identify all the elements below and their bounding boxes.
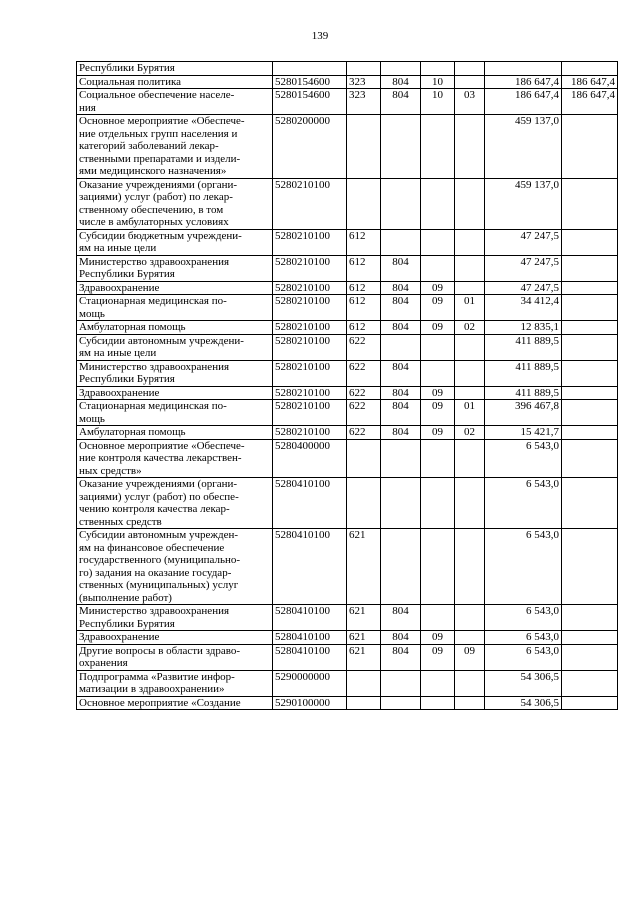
ministry-code-cell: 804 [381, 360, 421, 386]
row-name-cell [77, 386, 273, 400]
expense-type-cell: 621 [347, 644, 381, 670]
amount-2-cell [562, 605, 618, 631]
row-name-line: ям на иные цели [79, 242, 157, 254]
row-name-line: числе в амбулаторных условиях [79, 216, 229, 228]
amount-2-cell [562, 529, 618, 605]
section-cell: 09 [421, 281, 455, 295]
row-name-line: категорий заболеваний лекар- [79, 140, 219, 152]
amount-cell: 186 647,4 [485, 75, 562, 89]
section-cell: 10 [421, 75, 455, 89]
subsection-cell [455, 670, 485, 696]
amount-cell: 54 306,5 [485, 696, 562, 710]
amount-cell: 6 543,0 [485, 478, 562, 529]
section-cell [421, 178, 455, 229]
table-row [77, 400, 618, 426]
amount-2-cell [562, 115, 618, 179]
expense-type-cell: 622 [347, 386, 381, 400]
section-cell: 10 [421, 89, 455, 115]
row-name-cell [77, 115, 273, 179]
target-article-cell: 5280410100 [273, 478, 347, 529]
section-cell [421, 255, 455, 281]
ministry-code-cell [381, 334, 421, 360]
amount-2-cell [562, 62, 618, 76]
row-name-line: Здравоохранение [79, 631, 160, 643]
row-name-line: Стационарная медицинская по- [79, 400, 227, 412]
row-name-line: чению контроля качества лекар- [79, 503, 230, 515]
row-name-line: Амбулаторная помощь [79, 426, 186, 438]
section-cell [421, 670, 455, 696]
amount-cell: 411 889,5 [485, 360, 562, 386]
section-cell [421, 360, 455, 386]
section-cell: 09 [421, 295, 455, 321]
row-name-line: ями медицинского назначения» [79, 165, 227, 177]
row-name-cell [77, 605, 273, 631]
table-row [77, 386, 618, 400]
target-article-cell: 5280210100 [273, 178, 347, 229]
row-name-cell [77, 75, 273, 89]
row-name-line: Основное мероприятие «Обеспече- [79, 439, 245, 452]
amount-cell: 6 543,0 [485, 631, 562, 645]
subsection-cell [455, 62, 485, 76]
row-name-line: ния [79, 101, 96, 114]
table-row [77, 529, 618, 605]
target-article-cell: 5290100000 [273, 696, 347, 710]
section-cell [421, 62, 455, 76]
row-name-line: Здравоохранение [79, 281, 160, 294]
subsection-cell [455, 75, 485, 89]
amount-2-cell [562, 400, 618, 426]
expense-type-cell: 612 [347, 255, 381, 281]
row-name-line: Субсидии бюджетным учреждени- [79, 229, 242, 242]
amount-cell: 6 543,0 [485, 439, 562, 478]
ministry-code-cell [381, 529, 421, 605]
expense-type-cell: 622 [347, 334, 381, 360]
table-row [77, 670, 618, 696]
expense-type-cell: 323 [347, 89, 381, 115]
amount-2-cell [562, 281, 618, 295]
expense-type-cell [347, 439, 381, 478]
ministry-code-cell [381, 670, 421, 696]
ministry-code-cell: 804 [381, 295, 421, 321]
ministry-code-cell: 804 [381, 400, 421, 426]
subsection-cell: 01 [455, 295, 485, 321]
subsection-cell [455, 334, 485, 360]
row-name-line: Основное мероприятие «Обеспече- [79, 115, 245, 127]
section-cell [421, 229, 455, 255]
target-article-cell: 5280210100 [273, 426, 347, 440]
page-number: 139 [311, 30, 329, 42]
expense-type-cell: 621 [347, 631, 381, 645]
ministry-code-cell: 804 [381, 605, 421, 631]
target-article-cell: 5280210100 [273, 281, 347, 295]
row-name-line: ственными препаратами и издели- [79, 152, 241, 165]
expense-type-cell: 612 [347, 281, 381, 295]
ministry-code-cell: 804 [381, 386, 421, 400]
row-name-line: Республики Бурятия [79, 373, 175, 385]
row-name-line: Другие вопросы в области здраво- [79, 644, 241, 657]
row-name-line: Министерство здравоохранения [79, 360, 230, 373]
subsection-cell: 02 [455, 426, 485, 440]
subsection-cell [455, 255, 485, 281]
row-name-cell [77, 478, 273, 529]
amount-2-cell [562, 478, 618, 529]
table-row [77, 426, 618, 440]
row-name-cell [77, 62, 273, 76]
row-name-line: Республики Бурятия [79, 62, 175, 74]
subsection-cell [455, 696, 485, 710]
amount-cell [485, 62, 562, 76]
table-row [77, 321, 618, 335]
section-cell [421, 529, 455, 605]
table-row [77, 281, 618, 295]
amount-cell: 54 306,5 [485, 670, 562, 696]
target-article-cell: 5280400000 [273, 439, 347, 478]
row-name-line: Основное мероприятие «Создание [79, 696, 241, 709]
row-name-line: охранения [79, 657, 128, 669]
subsection-cell [455, 439, 485, 478]
target-article-cell: 5280210100 [273, 386, 347, 400]
subsection-cell [455, 229, 485, 255]
expense-type-cell [347, 115, 381, 179]
row-name-cell [77, 334, 273, 360]
amount-2-cell [562, 360, 618, 386]
amount-cell: 411 889,5 [485, 386, 562, 400]
row-name-line: мощь [79, 307, 105, 320]
amount-2-cell [562, 178, 618, 229]
subsection-cell: 01 [455, 400, 485, 426]
section-cell: 09 [421, 426, 455, 440]
row-name-line: ние контроля качества лекарствен- [79, 452, 242, 464]
target-article-cell: 5280410100 [273, 644, 347, 670]
row-name-cell [77, 631, 273, 645]
table-row [77, 178, 618, 229]
subsection-cell [455, 478, 485, 529]
row-name-cell [77, 360, 273, 386]
table-row [77, 255, 618, 281]
amount-cell: 15 421,7 [485, 426, 562, 440]
subsection-cell [455, 631, 485, 645]
row-name-line: Министерство здравоохранения [79, 255, 230, 268]
ministry-code-cell [381, 62, 421, 76]
row-name-line: Оказание учреждениями (органи- [79, 478, 238, 490]
ministry-code-cell [381, 439, 421, 478]
ministry-code-cell: 804 [381, 255, 421, 281]
expense-type-cell [347, 478, 381, 529]
amount-cell: 396 467,8 [485, 400, 562, 426]
section-cell: 09 [421, 631, 455, 645]
table-row [77, 631, 618, 645]
table-row [77, 334, 618, 360]
subsection-cell [455, 386, 485, 400]
subsection-cell: 03 [455, 89, 485, 115]
row-name-line: ных средств» [79, 464, 142, 477]
row-name-cell [77, 439, 273, 478]
section-cell: 09 [421, 644, 455, 670]
amount-cell: 47 247,5 [485, 229, 562, 255]
section-cell: 09 [421, 386, 455, 400]
ministry-code-cell: 804 [381, 631, 421, 645]
table-row [77, 478, 618, 529]
amount-cell: 12 835,1 [485, 321, 562, 335]
table-row [77, 89, 618, 115]
amount-2-cell [562, 696, 618, 710]
row-name-line: зациями) услуг (работ) по обеспе- [79, 490, 239, 503]
amount-2-cell [562, 439, 618, 478]
target-article-cell: 5280410100 [273, 631, 347, 645]
expense-type-cell: 621 [347, 529, 381, 605]
table-row [77, 605, 618, 631]
row-name-line: Республики Бурятия [79, 617, 175, 630]
expense-type-cell: 622 [347, 400, 381, 426]
ministry-code-cell [381, 229, 421, 255]
expense-type-cell: 612 [347, 229, 381, 255]
section-cell: 09 [421, 400, 455, 426]
expense-type-cell: 612 [347, 295, 381, 321]
subsection-cell [455, 605, 485, 631]
amount-2-cell [562, 631, 618, 645]
amount-cell: 34 412,4 [485, 295, 562, 321]
ministry-code-cell [381, 478, 421, 529]
row-name-line: ям на финансовое обеспечение [79, 541, 225, 554]
subsection-cell: 09 [455, 644, 485, 670]
expense-type-cell [347, 696, 381, 710]
section-cell [421, 478, 455, 529]
target-article-cell: 5280210100 [273, 360, 347, 386]
ministry-code-cell [381, 178, 421, 229]
table-row [77, 75, 618, 89]
ministry-code-cell: 804 [381, 321, 421, 335]
subsection-cell [455, 281, 485, 295]
row-name-line: Здравоохранение [79, 386, 160, 399]
section-cell [421, 115, 455, 179]
row-name-line: Социальная политика [79, 75, 182, 88]
expense-type-cell: 612 [347, 321, 381, 335]
row-name-cell [77, 255, 273, 281]
section-cell [421, 696, 455, 710]
section-cell [421, 334, 455, 360]
row-name-cell [77, 295, 273, 321]
amount-cell: 411 889,5 [485, 334, 562, 360]
row-name-line: зациями) услуг (работ) по лекар- [79, 191, 233, 203]
ministry-code-cell [381, 696, 421, 710]
target-article-cell: 5280210100 [273, 255, 347, 281]
amount-cell: 186 647,4 [485, 89, 562, 115]
budget-table [76, 61, 618, 710]
section-cell [421, 605, 455, 631]
row-name-cell [77, 321, 273, 335]
target-article-cell: 5280410100 [273, 605, 347, 631]
ministry-code-cell: 804 [381, 644, 421, 670]
table-row [77, 696, 618, 710]
row-name-cell [77, 644, 273, 670]
table-row [77, 295, 618, 321]
target-article-cell: 5280210100 [273, 295, 347, 321]
subsection-cell [455, 115, 485, 179]
row-name-line: Республики Бурятия [79, 268, 175, 280]
row-name-line: государственного (муниципально- [79, 554, 241, 566]
row-name-cell [77, 529, 273, 605]
row-name-line: ям на иные цели [79, 347, 157, 359]
ministry-code-cell: 804 [381, 281, 421, 295]
amount-cell: 6 543,0 [485, 644, 562, 670]
amount-2-cell [562, 386, 618, 400]
amount-cell: 6 543,0 [485, 529, 562, 605]
target-article-cell: 5280210100 [273, 229, 347, 255]
section-cell: 09 [421, 321, 455, 335]
target-article-cell: 5280210100 [273, 321, 347, 335]
target-article-cell: 5280200000 [273, 115, 347, 179]
target-article-cell [273, 62, 347, 76]
amount-2-cell [562, 295, 618, 321]
amount-2-cell [562, 670, 618, 696]
ministry-code-cell [381, 115, 421, 179]
section-cell [421, 439, 455, 478]
row-name-cell [77, 281, 273, 295]
subsection-cell: 02 [455, 321, 485, 335]
row-name-line: Министерство здравоохранения [79, 605, 230, 617]
subsection-cell [455, 529, 485, 605]
table-row [77, 439, 618, 478]
target-article-cell: 5280410100 [273, 529, 347, 605]
expense-type-cell [347, 62, 381, 76]
row-name-cell [77, 670, 273, 696]
target-article-cell: 5290000000 [273, 670, 347, 696]
target-article-cell: 5280210100 [273, 400, 347, 426]
subsection-cell [455, 178, 485, 229]
target-article-cell: 5280210100 [273, 334, 347, 360]
expense-type-cell: 622 [347, 360, 381, 386]
target-article-cell: 5280154600 [273, 89, 347, 115]
amount-2-cell [562, 255, 618, 281]
amount-cell: 459 137,0 [485, 178, 562, 229]
row-name-line: Стационарная медицинская по- [79, 295, 227, 307]
expense-type-cell [347, 178, 381, 229]
amount-cell: 459 137,0 [485, 115, 562, 179]
amount-2-cell [562, 426, 618, 440]
row-name-line: Субсидии автономным учреждени- [79, 334, 244, 347]
expense-type-cell [347, 670, 381, 696]
amount-2-cell: 186 647,4 [562, 89, 618, 115]
row-name-cell [77, 229, 273, 255]
table-row [77, 115, 618, 179]
row-name-line: Социальное обеспечение населе- [79, 89, 235, 101]
row-name-line: ственных (муниципальных) услуг [79, 579, 239, 591]
target-article-cell: 5280154600 [273, 75, 347, 89]
amount-2-cell [562, 321, 618, 335]
amount-cell: 47 247,5 [485, 255, 562, 281]
ministry-code-cell: 804 [381, 75, 421, 89]
row-name-cell [77, 400, 273, 426]
amount-cell: 6 543,0 [485, 605, 562, 631]
ministry-code-cell: 804 [381, 426, 421, 440]
row-name-cell [77, 178, 273, 229]
row-name-line: ние отдельных групп населения и [79, 127, 238, 140]
table-row [77, 644, 618, 670]
row-name-line: матизации в здравоохранении» [79, 683, 225, 695]
row-name-line: го) задания на оказание государ- [79, 566, 232, 579]
table-row [77, 360, 618, 386]
amount-2-cell [562, 334, 618, 360]
expense-type-cell: 621 [347, 605, 381, 631]
row-name-cell [77, 89, 273, 115]
row-name-cell [77, 426, 273, 440]
ministry-code-cell: 804 [381, 89, 421, 115]
row-name-cell [77, 696, 273, 710]
row-name-line: Субсидии автономным учрежден- [79, 529, 239, 541]
row-name-line: ственному обеспечению, в том [79, 203, 224, 216]
amount-2-cell [562, 229, 618, 255]
amount-2-cell [562, 644, 618, 670]
row-name-line: Оказание учреждениями (органи- [79, 178, 238, 191]
row-name-line: Амбулаторная помощь [79, 321, 186, 333]
amount-2-cell: 186 647,4 [562, 75, 618, 89]
table-row [77, 62, 618, 76]
table-row [77, 229, 618, 255]
row-name-line: ственных средств [79, 515, 162, 528]
row-name-line: (выполнение работ) [79, 591, 172, 604]
subsection-cell [455, 360, 485, 386]
row-name-line: мощь [79, 412, 105, 425]
row-name-line: Подпрограмма «Развитие инфор- [79, 670, 235, 683]
amount-cell: 47 247,5 [485, 281, 562, 295]
expense-type-cell: 622 [347, 426, 381, 440]
expense-type-cell: 323 [347, 75, 381, 89]
